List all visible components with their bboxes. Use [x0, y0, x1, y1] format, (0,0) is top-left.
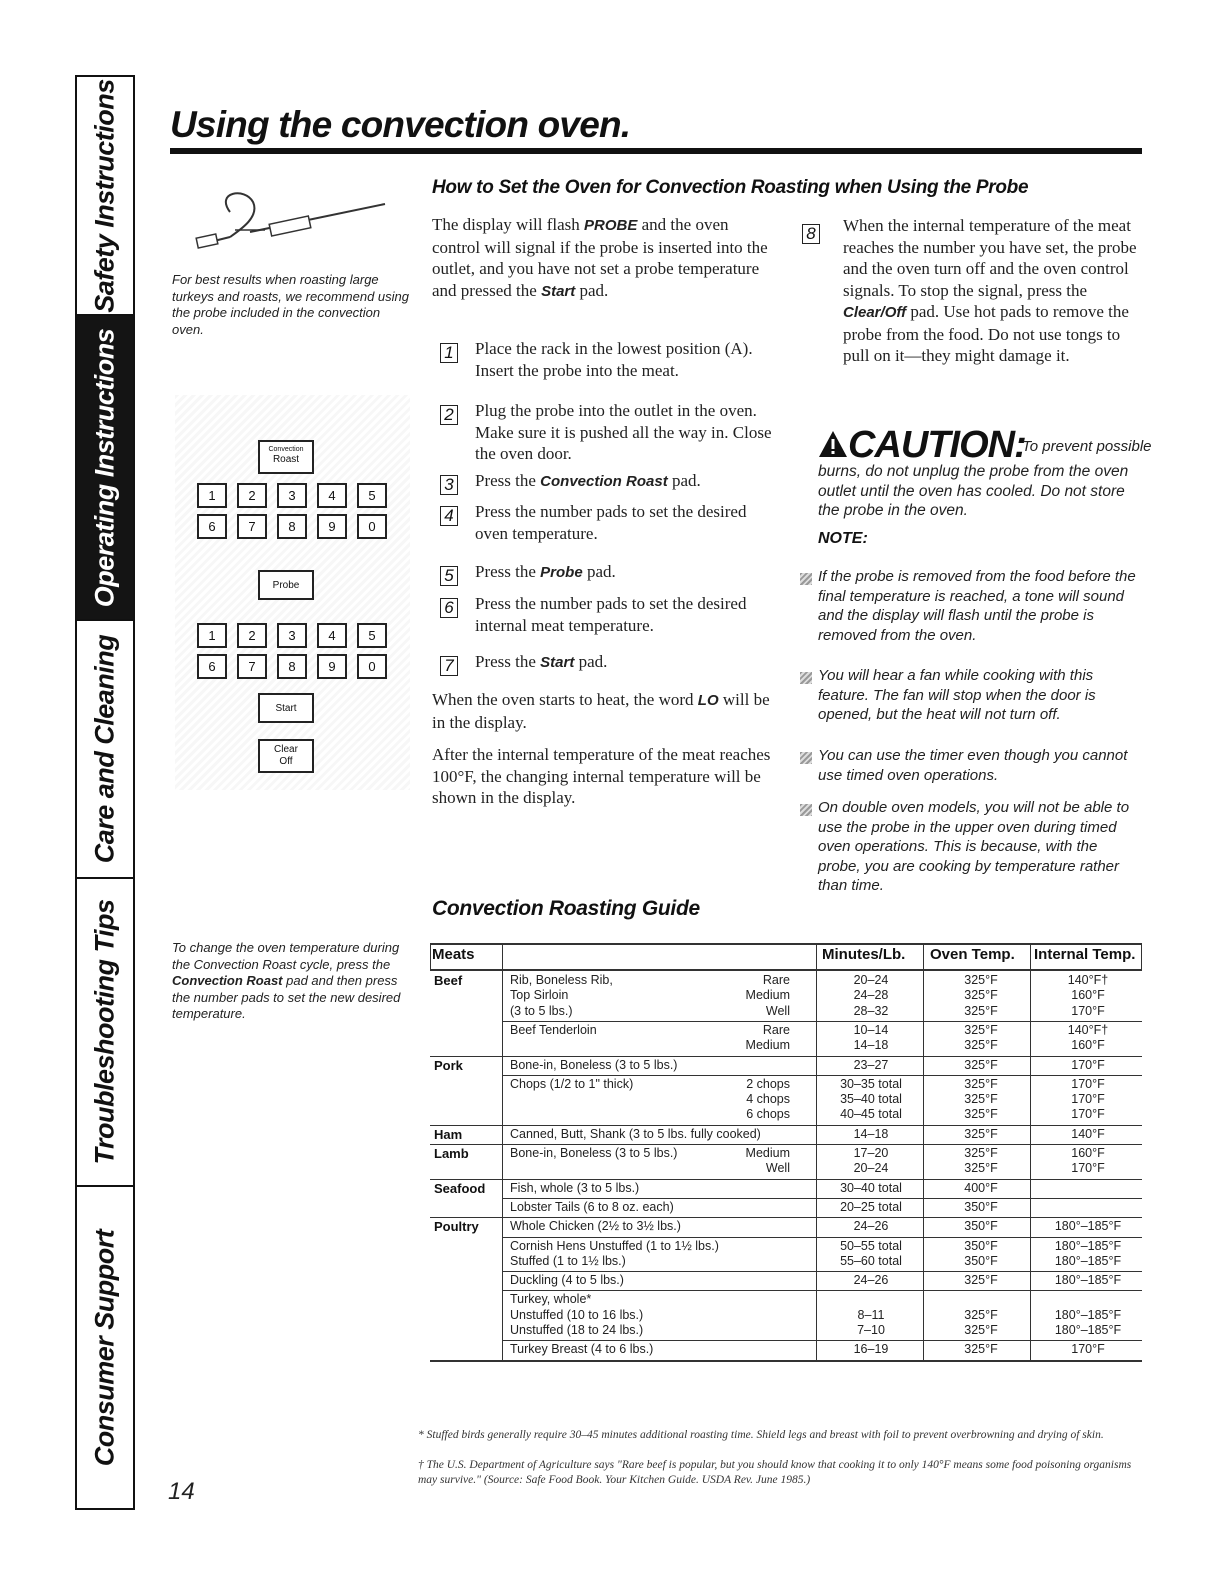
- oven-temp: 325°F: [964, 1076, 998, 1091]
- cut-name: Bone-in, Boneless (3 to 5 lbs.): [510, 1057, 678, 1072]
- number-pad-1[interactable]: 1: [197, 483, 227, 508]
- table-divider: [923, 943, 924, 1360]
- note-bullet: [800, 573, 812, 585]
- cut-name: (3 to 5 lbs.): [510, 1003, 573, 1018]
- cut-name: Turkey Breast (4 to 6 lbs.): [510, 1342, 654, 1357]
- minutes-per-lb: 24–26: [853, 1219, 889, 1234]
- minutes-per-lb: 28–32: [853, 1003, 889, 1018]
- table-divider: [430, 943, 431, 969]
- doneness: Rare: [762, 1022, 790, 1037]
- number-pad-2[interactable]: 2: [237, 483, 267, 508]
- tab-label: Troubleshooting Tips: [89, 899, 120, 1165]
- minutes-per-lb: 14–18: [853, 1126, 889, 1141]
- cut-name: Chops (1/2 to 1" thick): [510, 1076, 634, 1091]
- number-pad-2[interactable]: 2: [237, 623, 267, 648]
- oven-temp: 350°F: [964, 1238, 998, 1253]
- internal-temp: 180°–185°F: [1054, 1219, 1122, 1234]
- intro-paragraph: [432, 214, 777, 302]
- tab-care-and-cleaning[interactable]: [77, 621, 133, 879]
- step-text: Press the: [475, 652, 541, 671]
- step-2: [475, 400, 775, 465]
- tab-label: Safety Instructions: [89, 78, 120, 313]
- oven-temp: 325°F: [964, 1126, 998, 1141]
- table-divider: [502, 943, 503, 1360]
- oven-temp: 325°F: [964, 1146, 998, 1160]
- cut-name: Fish, whole (3 to 5 lbs.): [510, 1180, 640, 1195]
- intro-text: The display will flash: [432, 215, 585, 234]
- footnote-usda: † The U.S. Department of Agriculture says "Rare beef is popular, but you should know that cooking it to only 140°F means some food poisoning organisms may survive." (Source: Safe Food Book. Your Kitchen Guide. USDA Rev. June 1985.): [418, 1459, 1132, 1486]
- caution-text: burns, do not unplug the probe from the oven outlet until the oven has cooled. Do not store the probe in the oven.: [818, 463, 1129, 519]
- step-number: 3: [440, 475, 458, 495]
- number-pad-0[interactable]: 0: [357, 654, 387, 679]
- step-text: pad. Use hot pads to remove the probe from the food. Do not use tongs to pull on it—they might damage it.: [843, 302, 1129, 365]
- start-pad[interactable]: [258, 693, 314, 723]
- table-rule: [502, 1075, 1142, 1076]
- cut-name: Cornish Hens Unstuffed (1 to 1½ lbs.): [510, 1238, 719, 1253]
- doneness: Rare: [762, 973, 790, 987]
- probe-pad[interactable]: [258, 570, 314, 600]
- minutes-per-lb: 10–14: [853, 1022, 889, 1037]
- step-1: [475, 338, 775, 381]
- table-rule: [430, 943, 1142, 945]
- table-rule: [502, 1198, 1142, 1199]
- probe-caption: For best results when roasting large turkeys and roasts, we recommend using the probe included in the convection oven.: [172, 272, 409, 337]
- cut-name: Rib, Boneless Rib,: [510, 973, 613, 987]
- cut-name: Lobster Tails (6 to 8 oz. each): [510, 1199, 674, 1214]
- page-title: Using the convection oven.: [170, 104, 631, 145]
- cut-name: Bone-in, Boneless (3 to 5 lbs.): [510, 1146, 678, 1160]
- temperature-display-paragraph: After the internal temperature of the meat reaches 100°F, the changing internal temperature will be shown in the display.: [432, 745, 771, 807]
- note-item: You will hear a fan while cooking with this feature. The fan will stop when the door is opened, but the heat will not turn off.: [818, 667, 1096, 723]
- step-text: Press the number pads to set the desired oven temperature.: [475, 502, 747, 543]
- cut-name: Whole Chicken (2½ to 3½ lbs.): [510, 1219, 681, 1234]
- caution-heading: CAUTION:: [848, 424, 1026, 466]
- number-pad-7[interactable]: 7: [237, 654, 267, 679]
- section-heading: How to Set the Oven for Convection Roasting when Using the Probe: [432, 177, 1029, 198]
- minutes-per-lb: 16–19: [853, 1342, 889, 1357]
- table-rule: [430, 1360, 1142, 1362]
- step-6: [475, 593, 775, 636]
- caution-lead: To prevent possible: [1022, 438, 1152, 455]
- internal-temp: 180°–185°F: [1054, 1238, 1122, 1253]
- number-pad-3[interactable]: 3: [277, 483, 307, 508]
- oven-temp: 350°F: [964, 1219, 998, 1234]
- probe-word: PROBE: [584, 217, 638, 234]
- minutes-per-lb: 50–55 total: [840, 1238, 902, 1253]
- roast-label: Roast: [272, 454, 300, 465]
- internal-temp: 170°F: [1071, 1342, 1105, 1357]
- note-item: If the probe is removed from the food before the final temperature is reached, a tone will sound and the display will flash until the probe is removed from the oven.: [818, 568, 1136, 644]
- internal-temp: 170°F: [1071, 1003, 1105, 1018]
- meat-category: Lamb: [434, 1146, 469, 1161]
- note-label: NOTE:: [818, 530, 868, 547]
- step-number: 4: [440, 506, 458, 526]
- probe-illustration: [175, 182, 405, 262]
- cut-name: Top Sirloin: [510, 988, 569, 1003]
- step-8: [843, 215, 1143, 367]
- oven-temp: 325°F: [964, 1022, 998, 1037]
- header-internal-temp: Internal Temp.: [1034, 946, 1136, 963]
- lo-word: LO: [697, 692, 719, 709]
- oven-temp: 325°F: [964, 1057, 998, 1072]
- control-keypad: [175, 395, 410, 790]
- meat-category: Pork: [434, 1057, 463, 1073]
- number-pad-5[interactable]: 5: [357, 483, 387, 508]
- note-bullet: [800, 752, 812, 764]
- step-5: [475, 561, 775, 584]
- caption-text: pad and then press the number pads to set the new desired temperature.: [172, 973, 401, 1021]
- step-text: pad.: [574, 652, 608, 671]
- oven-temp: 325°F: [964, 1273, 998, 1288]
- table-rule: [502, 1271, 1142, 1272]
- tab-label: Consumer Support: [89, 1229, 120, 1466]
- footnote-stuffed: * Stuffed birds generally require 30–45 minutes additional roasting time. Shield legs and breast with foil to prevent overbrowning and drying of skin.: [418, 1429, 1104, 1441]
- step-number: 5: [440, 566, 458, 586]
- oven-temp: 325°F: [964, 1003, 998, 1018]
- internal-temp: 180°–185°F: [1054, 1323, 1122, 1337]
- convection-label: Convection: [268, 446, 304, 453]
- table-rule: [502, 1340, 1142, 1341]
- step-bold: Probe: [540, 564, 583, 581]
- tab-label: Care and Cleaning: [89, 634, 120, 864]
- step-text: pad.: [667, 471, 701, 490]
- internal-temp: 170°F: [1071, 1107, 1105, 1122]
- oven-temp: 325°F: [964, 1107, 998, 1122]
- minutes-per-lb: 20–24: [853, 973, 889, 987]
- doneness: 2 chops: [746, 1076, 790, 1091]
- step-7: [475, 651, 775, 674]
- clear-label: Clear: [274, 744, 298, 755]
- oven-temp: 325°F: [964, 988, 998, 1003]
- note-item: You can use the timer even though you cannot use timed oven operations.: [818, 747, 1128, 784]
- tab-operating-instructions[interactable]: [77, 316, 133, 621]
- step-text: Press the: [475, 471, 541, 490]
- tab-consumer-support[interactable]: [77, 1187, 133, 1508]
- number-pad-6[interactable]: 6: [197, 654, 227, 679]
- side-tabs: [75, 75, 135, 1510]
- tab-label: Operating Instructions: [89, 328, 120, 607]
- number-pad-9[interactable]: 9: [317, 514, 347, 539]
- number-pad-5[interactable]: 5: [357, 623, 387, 648]
- convection-roast-pad[interactable]: [258, 440, 314, 474]
- number-pad-7[interactable]: 7: [237, 514, 267, 539]
- internal-temp: 140°F†: [1067, 1022, 1109, 1037]
- doneness: Medium: [745, 988, 790, 1003]
- oven-temp: 350°F: [964, 1199, 998, 1214]
- doneness: Well: [765, 1003, 790, 1018]
- internal-temp: 180°–185°F: [1054, 1307, 1122, 1322]
- header-minutes-per-lb: Minutes/Lb.: [822, 946, 906, 963]
- doneness: Well: [765, 1161, 790, 1176]
- step-text: Press the number pads to set the desired internal meat temperature.: [475, 594, 747, 635]
- clear-off-pad[interactable]: [258, 739, 314, 773]
- step-number: 2: [440, 405, 458, 425]
- page-number: 14: [168, 1478, 195, 1505]
- header-oven-temp: Oven Temp.: [930, 946, 1015, 963]
- cut-name: Duckling (4 to 5 lbs.): [510, 1273, 624, 1288]
- step-number: 7: [440, 656, 458, 676]
- cut-name: Unstuffed (18 to 24 lbs.): [510, 1323, 644, 1337]
- caption-text: To change the oven temperature during the Convection Roast cycle, press the: [172, 940, 400, 972]
- cut-name: Beef Tenderloin: [510, 1022, 597, 1037]
- table-divider: [816, 943, 817, 1360]
- table-rule: [502, 1021, 1142, 1022]
- minutes-per-lb: 24–26: [853, 1273, 889, 1288]
- table-rule: [430, 1179, 1142, 1180]
- internal-temp: 170°F: [1071, 1076, 1105, 1091]
- number-pad-0[interactable]: 0: [357, 514, 387, 539]
- number-pad-3[interactable]: 3: [277, 623, 307, 648]
- step-text: When the internal temperature of the meat reaches the number you have set, the probe and the oven turn off and the oven control signals. To stop the signal, press the: [843, 216, 1137, 300]
- step-number: 1: [440, 343, 458, 363]
- para-text: will be in the display.: [432, 690, 770, 732]
- guide-heading: Convection Roasting Guide: [432, 897, 700, 920]
- step-number: 8: [802, 224, 820, 244]
- title-rule: [170, 148, 1142, 154]
- header-meats: Meats: [432, 946, 475, 963]
- minutes-per-lb: 23–27: [853, 1057, 889, 1072]
- tab-safety-instructions[interactable]: [77, 77, 133, 316]
- step-number: 6: [440, 598, 458, 618]
- oven-temp: 350°F: [964, 1253, 998, 1268]
- note-bullet: [800, 804, 812, 816]
- table-divider: [1030, 943, 1031, 1360]
- number-pad-4[interactable]: 4: [317, 623, 347, 648]
- doneness: Medium: [745, 1146, 790, 1160]
- para-text: When the oven starts to heat, the word: [432, 690, 698, 709]
- step-3: [475, 470, 775, 493]
- note-bullet: [800, 672, 812, 684]
- table-rule: [430, 1056, 1142, 1057]
- minutes-per-lb: 24–28: [853, 988, 889, 1003]
- minutes-per-lb: 17–20: [853, 1146, 889, 1160]
- table-divider: [1141, 943, 1142, 969]
- oven-temp: 325°F: [964, 1092, 998, 1107]
- meat-category: Ham: [434, 1126, 463, 1142]
- doneness: 6 chops: [746, 1107, 790, 1122]
- oven-temp: 325°F: [964, 1323, 998, 1337]
- intro-text: and the oven control will signal if the probe is inserted into the outlet, and you have not set a probe temperature and pressed the: [432, 215, 768, 300]
- oven-temp: 325°F: [964, 1342, 998, 1357]
- number-pad-6[interactable]: 6: [197, 514, 227, 539]
- start-label: Start: [275, 703, 297, 714]
- oven-temp: 325°F: [964, 1161, 998, 1176]
- internal-temp: 180°–185°F: [1054, 1253, 1122, 1268]
- warning-triangle-icon: [818, 430, 848, 458]
- internal-temp: 140°F†: [1067, 973, 1109, 987]
- internal-temp: 140°F: [1071, 1126, 1105, 1141]
- off-label: Off: [279, 756, 293, 767]
- minutes-per-lb: 40–45 total: [840, 1107, 902, 1122]
- temperature-change-caption: [172, 940, 412, 1023]
- internal-temp: 180°–185°F: [1054, 1273, 1122, 1288]
- minutes-per-lb: 20–24: [853, 1161, 889, 1176]
- cut-name: Canned, Butt, Shank (3 to 5 lbs. fully cooked): [510, 1126, 761, 1141]
- minutes-per-lb: 55–60 total: [840, 1253, 902, 1268]
- internal-temp: 170°F: [1071, 1161, 1105, 1176]
- table-rule: [430, 1217, 1142, 1218]
- oven-temp: 400°F: [964, 1180, 998, 1195]
- probe-label: Probe: [272, 580, 300, 591]
- oven-temp: 325°F: [964, 973, 998, 987]
- note-item: On double oven models, you will not be able to use the probe in the upper oven during timed oven operations. This is because, with the probe, you are cooking by temperature rather than time.: [818, 799, 1130, 894]
- doneness: 4 chops: [746, 1092, 790, 1107]
- doneness: Medium: [745, 1038, 790, 1053]
- number-pad-4[interactable]: 4: [317, 483, 347, 508]
- table-rule: [430, 1144, 1142, 1145]
- minutes-per-lb: 8–11: [857, 1307, 885, 1322]
- number-pad-9[interactable]: 9: [317, 654, 347, 679]
- internal-temp: 160°F: [1071, 988, 1105, 1003]
- minutes-per-lb: 30–35 total: [840, 1076, 902, 1091]
- internal-temp: 170°F: [1071, 1092, 1105, 1107]
- step-bold: Clear/Off: [843, 304, 907, 321]
- internal-temp: 160°F: [1071, 1038, 1105, 1053]
- table-rule: [502, 1237, 1142, 1238]
- meat-category: Beef: [434, 973, 463, 988]
- minutes-per-lb: 14–18: [853, 1038, 889, 1053]
- lo-paragraph: [432, 689, 777, 733]
- caption-bold: Convection Roast: [172, 973, 283, 988]
- internal-temp: 160°F: [1071, 1146, 1105, 1160]
- cut-name: Turkey, whole*: [510, 1292, 592, 1307]
- cut-name: Stuffed (1 to 1½ lbs.): [510, 1253, 626, 1268]
- minutes-per-lb: 7–10: [857, 1323, 885, 1337]
- table-rule: [430, 1125, 1142, 1126]
- table-rule: [502, 1290, 1142, 1291]
- step-text: Place the rack in the lowest position (A). Insert the probe into the meat.: [475, 339, 753, 380]
- step-bold: Convection Roast: [540, 473, 668, 490]
- step-text: Plug the probe into the outlet in the oven. Make sure it is pushed all the way in. Close the oven door.: [475, 401, 772, 463]
- meat-category: Seafood: [434, 1180, 486, 1196]
- step-4: [475, 501, 775, 544]
- number-pad-8[interactable]: 8: [277, 514, 307, 539]
- minutes-per-lb: 35–40 total: [840, 1092, 902, 1107]
- tab-troubleshooting-tips[interactable]: [77, 879, 133, 1187]
- table-rule: [430, 969, 1142, 971]
- intro-text: pad.: [575, 280, 609, 300]
- oven-temp: 325°F: [964, 1038, 998, 1053]
- cut-name: Unstuffed (10 to 16 lbs.): [510, 1307, 644, 1322]
- step-text: pad.: [582, 562, 616, 581]
- oven-temp: 325°F: [964, 1307, 998, 1322]
- step-bold: Start: [540, 654, 575, 671]
- minutes-per-lb: 20–25 total: [840, 1199, 902, 1214]
- number-pad-8[interactable]: 8: [277, 654, 307, 679]
- minutes-per-lb: 30–40 total: [840, 1180, 902, 1195]
- meat-category: Poultry: [434, 1219, 479, 1235]
- step-text: Press the: [475, 562, 541, 581]
- number-pad-1[interactable]: 1: [197, 623, 227, 648]
- start-word: Start: [541, 282, 576, 300]
- internal-temp: 170°F: [1071, 1057, 1105, 1072]
